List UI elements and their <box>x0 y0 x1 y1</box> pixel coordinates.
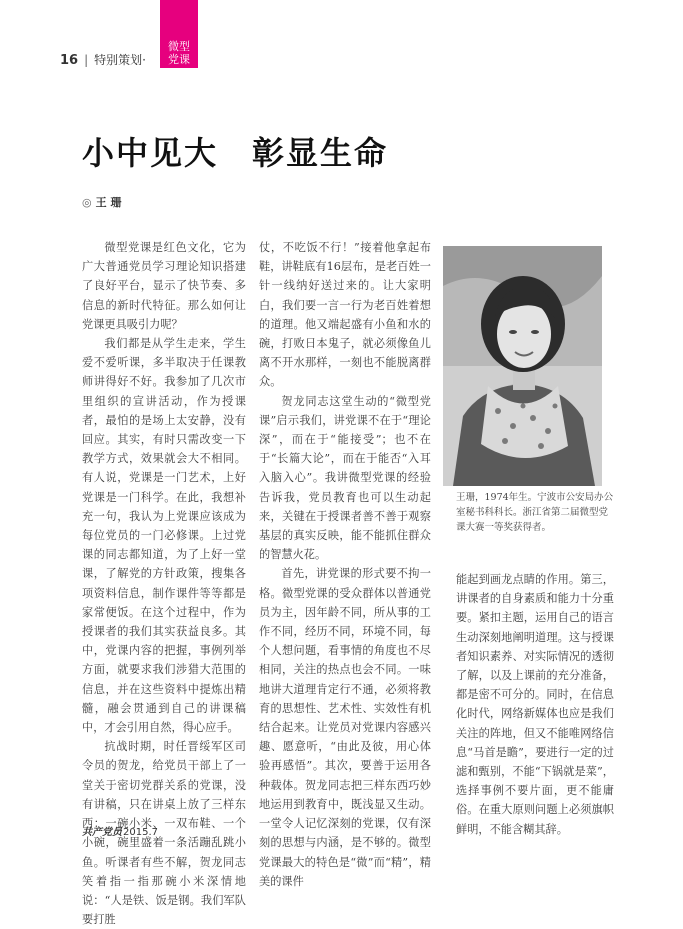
section-label: 特别策划· <box>94 53 146 67</box>
author-portrait <box>443 246 602 486</box>
paragraph: 贺龙同志这堂生动的“微型党课”启示我们，讲党课不在于“理论深”，而在于“能接受”；也不在于“长篇大论”，而在于能否“入耳入脑入心”。我讲微型党课的经验告诉我，党员教育也可以生动起来，关键在于授课者善不善于观察基层的真实反映，能不能抓住群众的智慧火花。 <box>259 394 431 562</box>
paragraph: 能起到画龙点睛的作用。第三，讲课者的自身素质和能力十分重要。紧扣主题，运用自己的语言生动深刻地阐明道理。这与授课者知识素养、对实际情况的透彻了解，以及上课前的充分准备，都是密不可分的。同时，在信息化时代，网络新媒体也应是我们关注的阵地，但又不能唯网络信息“马首是瞻”，要进行一定的过滤和甄别，不能“下锅就是菜”，选择事例不要片面，更不能庸俗。在重大原则问题上必须旗帜鲜明，不能含糊其辞。 <box>456 573 614 836</box>
article-title: 小中见大 彰显生命 <box>82 134 389 172</box>
page-number: 16 <box>60 53 79 68</box>
byline-mark: ◎ <box>82 196 92 209</box>
page-footer <box>82 823 158 838</box>
photo-caption: 王珊，1974年生。宁波市公安局办公室秘书科科长。浙江省第二届微型党课大赛一等奖获得者。 <box>456 492 614 533</box>
section-tag-line1: 微型 <box>168 40 190 53</box>
paragraph: 首先，讲党课的形式要不拘一格。微型党课的受众群体以普通党员为主，因年龄不同，所从事的工作不同，经历不同，环境不同，每个人想问题，看事情的角度也不尽相同，关注的热点也会不同。一味地讲大道理肯定行不通，必须将教育的思想性、艺术性、实效性有机结合起来。让党员对党课内容感兴趣、愿意听，“由此及彼，用心体验再感悟”。其次，要善于运用各种载体。贺龙同志把三样东西巧妙地运用到教育中，既浅显又生动。一堂令人记忆深刻的党课，仅有深刻的思想与内涵，是不够的。微型党课最大的特色是“微”而“精”，精美的课件 <box>259 567 431 888</box>
author-name: 王 珊 <box>95 196 122 209</box>
header-divider: | <box>84 53 89 67</box>
paragraph: 仗，不吃饭不行！”接着他拿起布鞋，讲鞋底有16层布，是老百姓一针一线纳好送过来的。让大家明白，我们要一言一行为老百姓着想的道理。他又端起盛有小鱼和水的碗，打败日本鬼子，就必须像鱼儿离不开水那样，一刻也不能脱离群众。 <box>259 241 431 389</box>
magazine-logo: 共产党员 <box>82 827 122 838</box>
text-column-2 <box>259 238 431 891</box>
paragraph: 微型党课是红色文化，它为广大普通党员学习理论知识搭建了良好平台，显示了快节奏、多信息的新时代特征。那么如何让党课更具吸引力呢？ <box>82 241 246 331</box>
section-tag <box>160 0 198 68</box>
issue-date: 2015.7 <box>123 827 158 838</box>
text-column-3 <box>456 570 614 839</box>
portrait-illustration <box>443 246 602 486</box>
section-tag-line2: 党课 <box>168 53 190 66</box>
paragraph: 抗战时期，时任晋绥军区司令员的贺龙，给党员干部上了一堂关于密切党群关系的党课，没有讲稿，只在讲桌上放了三样东西：一碗小米、一双布鞋、一个小碗，碗里盛着一条活蹦乱跳小鱼。听课者有些不解，贺龙同志笑着指一指那碗小米深情地说：“人是铁、饭是钢。我们军队要打胜 <box>82 740 246 927</box>
paragraph: 我们都是从学生走来，学生爱不爱听课，多半取决于任课教师讲得好不好。我参加了几次市里组织的宣讲活动，作为授课者，最怕的是场上太安静，没有回应。其实，有时只需改变一下教学方式，效果就会大不相同。有人说，党课是一门艺术，上好党课是一门科学。在此，我想补充一句，我认为上党课应该成为每位党员的一门必修课。上过党课的同志都知道，为了上好一堂课，了解党的方针政策，搜集各项资料信息，制作课件等等都是家常便饭。在这个过程中，作为授课者的我们其实获益良多。其中，党课内容的把握，事例列举方面，就要求我们涉猎大范围的信息，并在这些资料中提炼出精髓，融会贯通到自己的讲课稿中，才会引用自然，得心应手。 <box>82 337 246 735</box>
page-header <box>60 52 146 68</box>
byline <box>82 194 121 210</box>
